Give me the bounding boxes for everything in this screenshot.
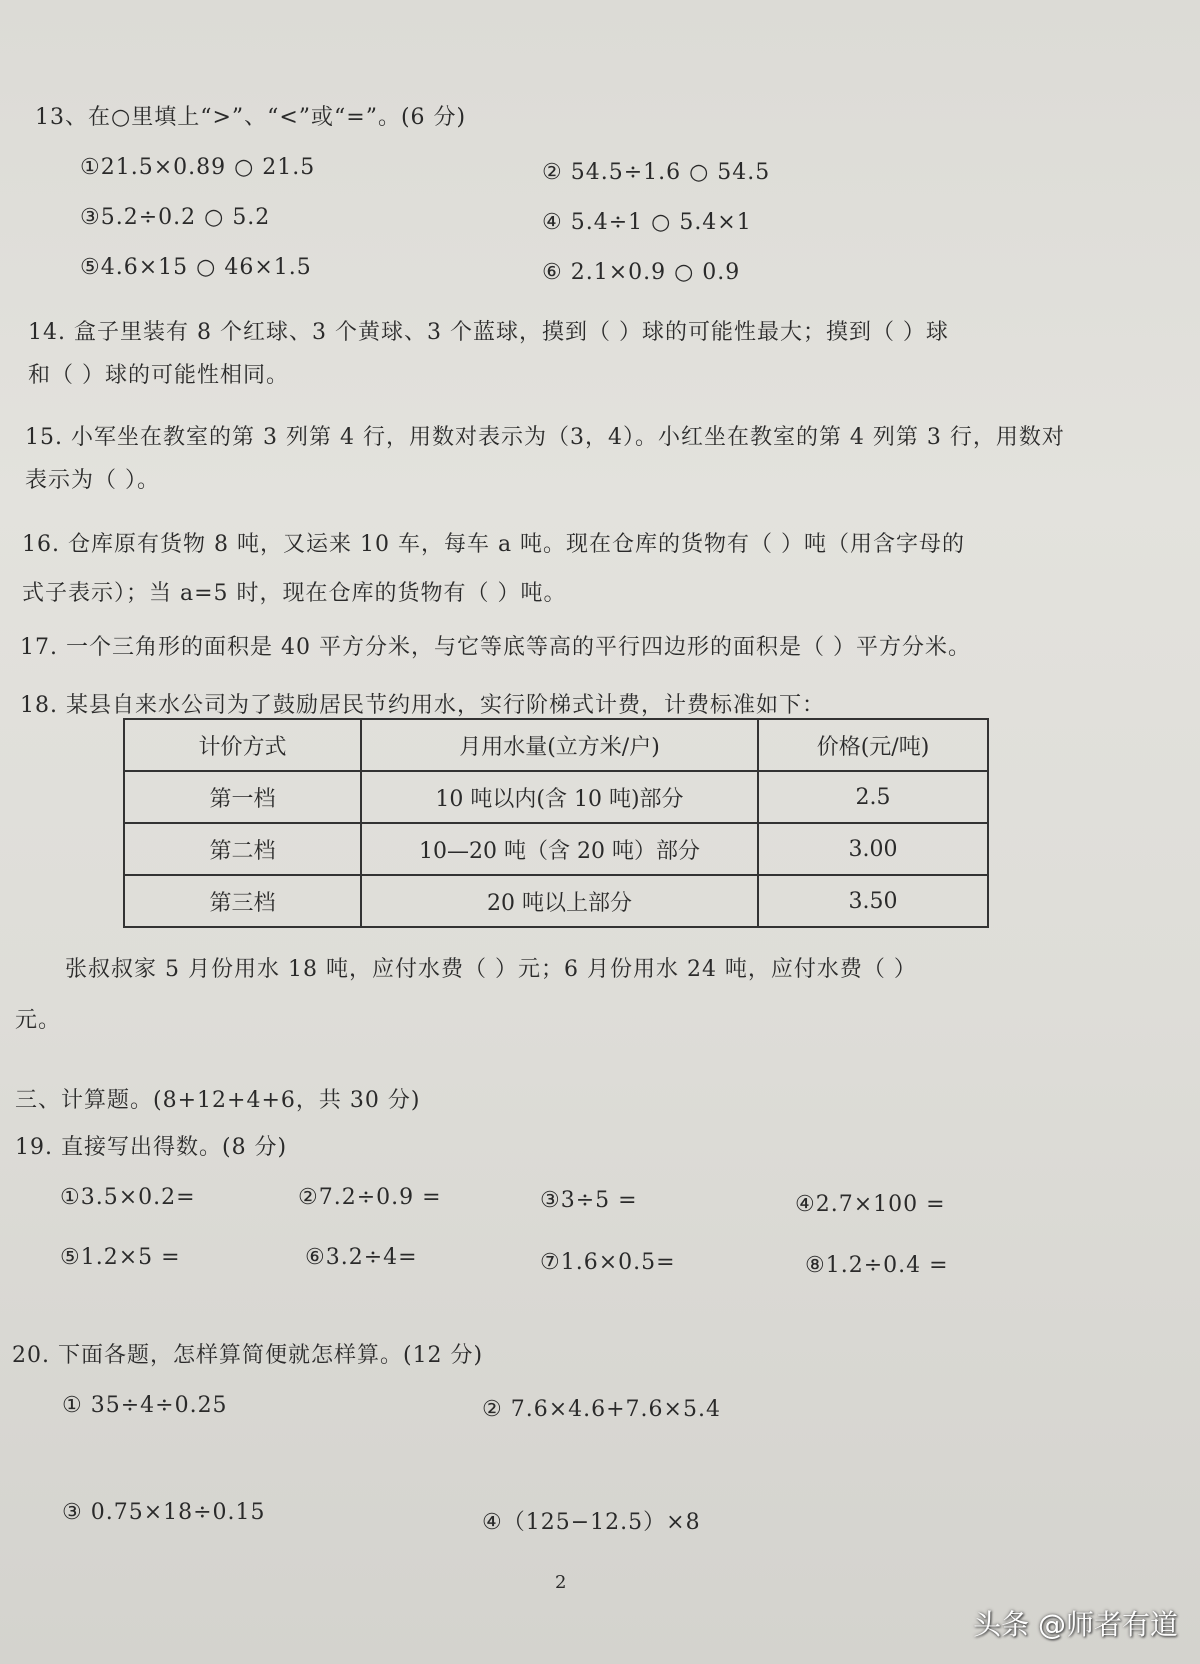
table-row	[124, 875, 988, 927]
q19-item-6: ⑥3.2÷4=	[305, 1245, 418, 1270]
table-cell: 2.5	[758, 771, 988, 823]
table-header-cell: 计价方式	[124, 719, 361, 771]
q16-line2: 式子表示）；当 a=5 时，现在仓库的货物有（ ）吨。	[22, 581, 567, 606]
q19-item-2: ②7.2÷0.9 =	[298, 1185, 442, 1210]
table-cell: 20 吨以上部分	[361, 875, 758, 927]
q13-item-1: ①21.5×0.89 ○ 21.5	[80, 155, 316, 180]
q19-item-8: ⑧1.2÷0.4 =	[805, 1253, 949, 1278]
q13-item-6: ⑥ 2.1×0.9 ○ 0.9	[542, 260, 741, 285]
q19-item-3: ③3÷5 =	[540, 1188, 638, 1213]
q19-item-5: ⑤1.2×5 =	[60, 1245, 181, 1270]
q13-item-5: ⑤4.6×15 ○ 46×1.5	[80, 255, 312, 280]
table-cell: 第一档	[124, 771, 361, 823]
q19-item-7: ⑦1.6×0.5=	[540, 1250, 676, 1275]
watermark: 头条 @师者有道	[973, 1608, 1178, 1641]
table-cell: 3.00	[758, 823, 988, 875]
table-row	[124, 771, 988, 823]
table-cell: 第三档	[124, 875, 361, 927]
q19-item-1: ①3.5×0.2=	[60, 1185, 196, 1210]
water-fee-table	[123, 718, 989, 928]
q17-line1: 17. 一个三角形的面积是 40 平方分米，与它等底等高的平行四边形的面积是（ ）平方分米。	[20, 635, 971, 660]
q19-title: 19. 直接写出得数。(8 分)	[15, 1135, 288, 1160]
section-3-title: 三、计算题。(8+12+4+6，共 30 分)	[15, 1088, 421, 1113]
q18-line2: 元。	[15, 1008, 62, 1033]
q20-item-4: ④（125−12.5）×8	[482, 1510, 701, 1535]
q13-item-2: ② 54.5÷1.6 ○ 54.5	[542, 160, 771, 185]
q18-line1: 张叔叔家 5 月份用水 18 吨，应付水费（ ）元；6 月份用水 24 吨，应付水费（ ）	[65, 957, 917, 982]
q20-item-2: ② 7.6×4.6+7.6×5.4	[482, 1397, 721, 1422]
q13-title: 13、在○里填上“>”、“<”或“=”。(6 分)	[35, 105, 467, 130]
table-cell: 10 吨以内(含 10 吨)部分	[361, 771, 758, 823]
q15-line2: 表示为（ ）。	[25, 468, 160, 493]
table-row	[124, 823, 988, 875]
q13-item-4: ④ 5.4÷1 ○ 5.4×1	[542, 210, 752, 235]
table-header-cell: 月用水量(立方米/户)	[361, 719, 758, 771]
q14-line1: 14. 盒子里装有 8 个红球、3 个黄球、3 个蓝球，摸到（ ）球的可能性最大；摸到（ ）球	[28, 320, 949, 345]
q13-item-3: ③5.2÷0.2 ○ 5.2	[80, 205, 271, 230]
table-cell: 10—20 吨（含 20 吨）部分	[361, 823, 758, 875]
page-number: 2	[555, 1572, 567, 1593]
q20-item-1: ① 35÷4÷0.25	[62, 1393, 228, 1418]
q15-line1: 15. 小军坐在教室的第 3 列第 4 行，用数对表示为（3，4）。小红坐在教室的第 4 列第 3 行，用数对	[25, 425, 1065, 450]
q14-line2: 和（ ）球的可能性相同。	[28, 363, 289, 388]
q20-item-3: ③ 0.75×18÷0.15	[62, 1500, 266, 1525]
q20-title: 20. 下面各题，怎样算简便就怎样算。(12 分)	[12, 1343, 484, 1368]
table-header-cell: 价格(元/吨)	[758, 719, 988, 771]
q16-line1: 16. 仓库原有货物 8 吨，又运来 10 车，每车 a 吨。现在仓库的货物有（ ）吨（用含字母的	[22, 532, 966, 557]
q18-title: 18. 某县自来水公司为了鼓励居民节约用水，实行阶梯式计费，计费标准如下：	[20, 693, 825, 718]
table-header-row	[124, 719, 988, 771]
table-cell: 3.50	[758, 875, 988, 927]
table-cell: 第二档	[124, 823, 361, 875]
q19-item-4: ④2.7×100 =	[795, 1192, 946, 1217]
